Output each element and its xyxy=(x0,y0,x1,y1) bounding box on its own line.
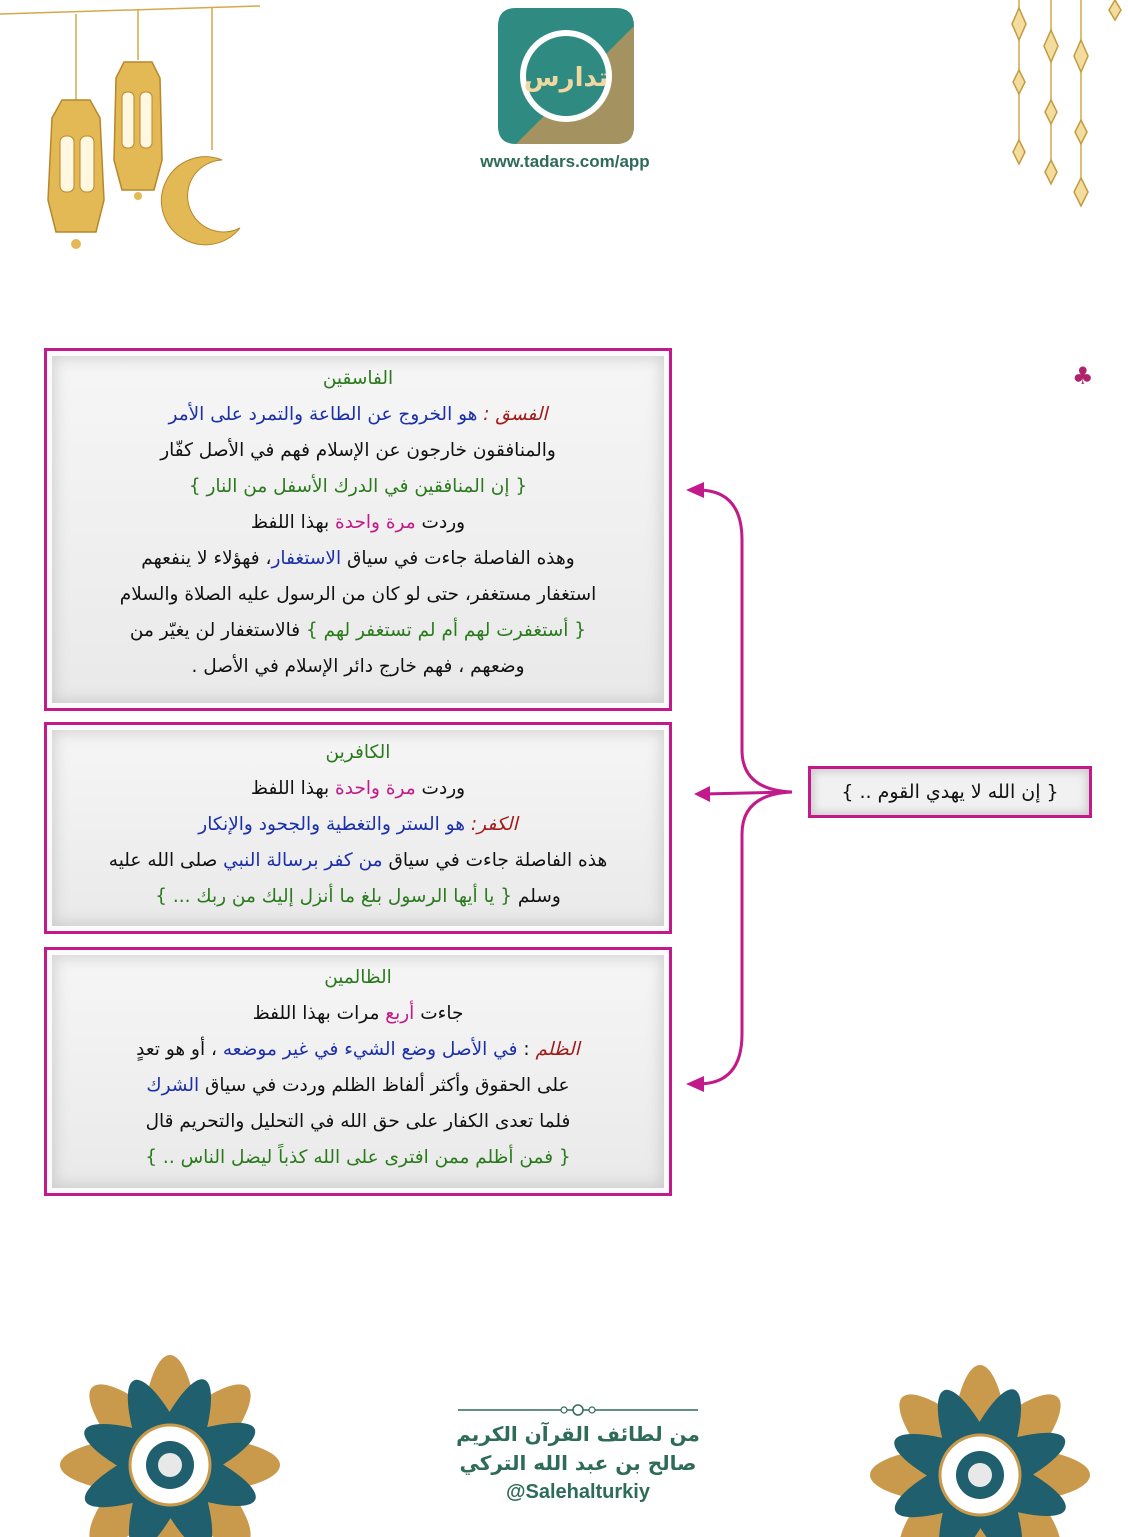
context-highlight: من كفر برسالة النبي xyxy=(223,850,383,871)
bracket-arm-top xyxy=(698,490,792,792)
site-url-link[interactable]: www.tadars.com/app xyxy=(480,152,650,171)
footer-author: صالح بن عبد الله التركي xyxy=(459,1451,697,1475)
ayah-quote: { يا أيها الرسول بلغ ما أنزل إليك من ربك ... } xyxy=(155,886,513,907)
ayah-quote: { أستغفرت لهم أم لم تستغفر لهم } xyxy=(306,620,587,641)
count-line: جاءت أربع مرات بهذا اللفظ xyxy=(252,1003,464,1024)
footer-credits xyxy=(438,1420,718,1507)
ayah-quote: { فمن أظلم ممن افترى على الله كذباً ليضل الناس .. } xyxy=(145,1147,571,1168)
floral-ornament-left xyxy=(0,1285,330,1537)
ayah-line: وسلم { يا أيها الرسول بلغ ما أنزل إليك من ربك ... } xyxy=(155,886,561,907)
definition-line xyxy=(63,807,653,843)
text-line: فلما تعدى الكفار على حق الله في التحليل والتحريم قال xyxy=(145,1111,571,1132)
context-highlight: الشرك xyxy=(146,1075,200,1096)
count-line: وردت مرة واحدة بهذا اللفظ xyxy=(250,512,466,533)
footer-line: من لطائف القرآن الكريم xyxy=(456,1422,700,1446)
definition-text: في الأصل وضع الشيء في غير موضعه xyxy=(222,1039,518,1060)
club-icon: ♣ xyxy=(1072,362,1094,390)
context-line: على الحقوق وأكثر ألفاظ الظلم وردت في سياق الشرك xyxy=(146,1075,570,1096)
bracket-arm-middle xyxy=(704,792,792,794)
text-line: وضعهم ، فهم خارج دائر الإسلام في الأصل . xyxy=(191,656,525,677)
text-line: والمنافقون خارجون عن الإسلام فهم في الأصل كفّار xyxy=(160,440,556,461)
logo-text: تدارس xyxy=(523,63,609,93)
tadars-logo[interactable] xyxy=(496,6,636,146)
box-title: الفاسقين xyxy=(322,368,394,389)
definition-text: هو الستر والتغطية والجحود والإنكار xyxy=(198,814,466,835)
box-fasiqin xyxy=(44,348,672,711)
definition-text: هو الخروج عن الطاعة والتمرد على الأمر xyxy=(168,404,478,425)
footer-divider-ornament xyxy=(458,1402,698,1418)
definition-line xyxy=(63,397,653,433)
lanterns-decoration-left xyxy=(0,0,260,260)
footer-handle[interactable]: @Salehalturkiy xyxy=(505,1481,650,1503)
context-highlight: الاستغفار xyxy=(271,548,342,569)
context-line: هذه الفاصلة جاءت في سياق من كفر برسالة النبي صلى الله عليه xyxy=(108,850,608,871)
ayah-line: { أستغفرت لهم أم لم تستغفر لهم } فالاستغفار لن يغيّر من xyxy=(129,620,587,641)
count-highlight: مرة واحدة xyxy=(335,512,416,533)
definition-term: الفسق : xyxy=(483,404,548,425)
box-zalimin xyxy=(44,947,672,1196)
definition-term: الظلم xyxy=(535,1039,580,1060)
context-line: وهذه الفاصلة جاءت في سياق الاستغفار، فهؤلاء لا ينفعهم xyxy=(141,548,575,569)
box-kafirin xyxy=(44,722,672,934)
arrow-head-top xyxy=(686,482,704,498)
ayah-quote: { إن المنافقين في الدرك الأسفل من النار } xyxy=(188,476,528,497)
count-highlight: مرة واحدة xyxy=(335,778,416,799)
arrow-head-middle xyxy=(694,786,710,802)
definition-term: الكفر: xyxy=(470,814,518,835)
box-title: الكافرين xyxy=(325,742,391,763)
text-line: استغفار مستغفر، حتى لو كان من الرسول عليه الصلاة والسلام xyxy=(119,584,597,605)
bracket-connector xyxy=(680,480,810,1100)
floral-ornament-right xyxy=(780,1295,1128,1537)
definition-line: الظلم : في الأصل وضع الشيء في غير موضعه ، أو هو تعدٍ xyxy=(136,1039,580,1060)
hanging-ornaments-right xyxy=(995,0,1128,215)
count-line: وردت مرة واحدة بهذا اللفظ xyxy=(250,778,466,799)
count-highlight: أربع xyxy=(385,1003,415,1024)
main-ayah-box: { إن الله لا يهدي القوم .. } xyxy=(808,766,1092,818)
box-title: الظالمين xyxy=(324,967,392,988)
arrow-head-bottom xyxy=(686,1076,704,1092)
bracket-arm-bottom xyxy=(698,792,792,1084)
